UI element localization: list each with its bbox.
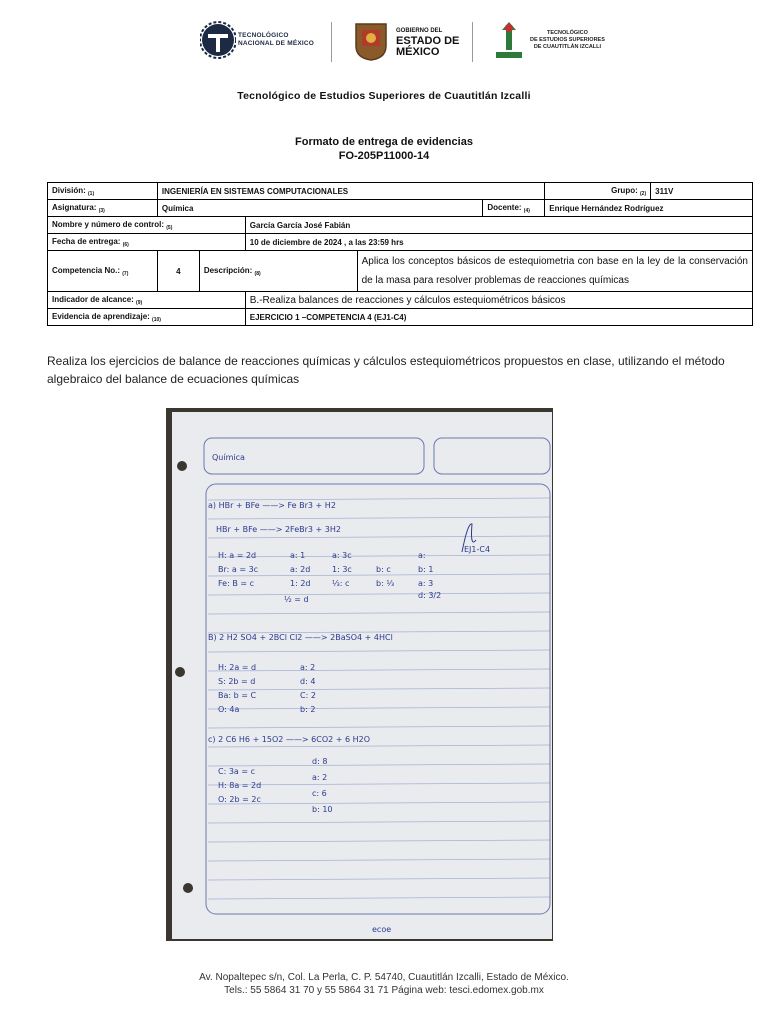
svg-text:1: 3c: 1: 3c <box>332 565 352 574</box>
svg-text:b: 10: b: 10 <box>312 805 333 814</box>
form-row-control <box>48 217 753 234</box>
svg-text:d: 4: d: 4 <box>300 677 316 686</box>
asignatura-label-cell: Asignatura: $_{(3)}$ <box>48 200 158 217</box>
svg-text:a: 1: a: 1 <box>290 551 306 560</box>
form-row-evidencia <box>48 309 753 326</box>
header-logos <box>200 18 620 68</box>
svg-text:a: 3: a: 3 <box>418 579 434 588</box>
tecnm-logo <box>200 18 320 64</box>
fecha-value: 10 de diciembre de 2024 , a las 23:59 hrs <box>245 234 752 251</box>
gob-line2: ESTADO DE MÉXICO <box>396 35 460 58</box>
exercise-a-equation: HBr + BFe ——> 2FeBr3 + 3H2 <box>216 525 341 534</box>
svg-text:S: 2b = d: S: 2b = d <box>218 677 256 686</box>
grupo-value: 311V <box>651 183 753 200</box>
svg-text:½ = d: ½ = d <box>284 595 309 604</box>
format-title: Formato de entrega de evidencias <box>295 136 473 148</box>
svg-text:O: 2b = 2c: O: 2b = 2c <box>218 795 261 804</box>
form-row-asignatura <box>48 200 753 217</box>
control-label-cell: Nombre y número de control: $_{(5)}$ <box>48 217 246 234</box>
form-row-fecha <box>48 234 753 251</box>
notebook-page <box>172 412 552 939</box>
evidencia-value: EJERCICIO 1 –COMPETENCIA 4 (EJ1-C4) <box>245 309 752 326</box>
svg-text:H: a = 2d: H: a = 2d <box>218 551 257 560</box>
evidencia-label-cell: Evidencia de aprendizaje: $_{(10)}$ <box>48 309 246 326</box>
svg-text:C: 2: C: 2 <box>300 691 316 700</box>
form-row-competencia <box>48 251 753 292</box>
competencia-label-cell: Competencia No.: $_{(7)}$ <box>48 251 158 292</box>
notebook-photo <box>166 408 553 941</box>
descripcion-value: Aplica los conceptos básicos de estequiometria con base en la ley de la conservación de la masa para resolver problemas de reacciones químicas <box>357 251 752 292</box>
svg-text:a:: a: <box>418 551 426 560</box>
division-value: INGENIERÍA EN SISTEMAS COMPUTACIONALES <box>157 183 544 200</box>
form-row-division <box>48 183 753 200</box>
svg-text:b: 2: b: 2 <box>300 705 316 714</box>
svg-text:b: ⅓: b: ⅓ <box>376 579 395 588</box>
svg-text:a: 2: a: 2 <box>300 663 316 672</box>
logo-separator <box>472 22 473 62</box>
division-label-cell: División: $_{(1)}$ <box>48 183 158 200</box>
exercise-a-workings <box>218 551 441 604</box>
svg-text:b: c: b: c <box>376 565 391 574</box>
svg-text:a: 2: a: 2 <box>312 773 328 782</box>
tesci-logo <box>492 18 622 68</box>
descripcion-label-cell: Descripción: $_{(8)}$ <box>199 251 357 292</box>
signature-mark: EJ1-C4 <box>464 545 491 554</box>
indicador-label-cell: Indicador de alcance: $_{(9)}$ <box>48 292 246 309</box>
svg-text:d: 8: d: 8 <box>312 757 328 766</box>
svg-text:1: 2d: 1: 2d <box>290 579 311 588</box>
footer-address: Av. Nopaltepec s/n, Col. La Perla, C. P. 54740, Cuautitlán Izcalli, Estado de México. <box>199 972 569 983</box>
asignatura-value: Química <box>157 200 482 217</box>
control-value: García García José Fabián <box>245 217 752 234</box>
fecha-label-cell: Fecha de entrega: $_{(6)}$ <box>48 234 246 251</box>
svg-text:a: 3c: a: 3c <box>332 551 352 560</box>
svg-text:d: 3/2: d: 3/2 <box>418 591 442 600</box>
svg-text:H: 8a = 2d: H: 8a = 2d <box>218 781 262 790</box>
tesci-text: TECNOLÓGICO DE ESTUDIOS SUPERIORES DE CUAUTITLÁN IZCALLI <box>530 30 605 50</box>
exercise-a-title: a) HBr + BFe ——> Fe Br3 + H2 <box>208 501 336 510</box>
subject-handwriting: Química <box>212 453 245 462</box>
svg-text:O: 4a: O: 4a <box>218 705 240 714</box>
svg-text:⅓: c: ⅓: c <box>332 579 350 588</box>
exercise-c-title: c) 2 C6 H6 + 15O2 ——> 6CO2 + 6 H2O <box>208 735 371 744</box>
competencia-value: 4 <box>157 251 199 292</box>
docente-value: Enrique Hernández Rodríguez <box>545 200 753 217</box>
footer-contact: Tels.: 55 5864 31 70 y 55 5864 31 71 Página web: tesci.edomex.gob.mx <box>224 985 544 996</box>
gobierno-logo <box>350 18 460 64</box>
indicador-value: B.-Realiza balances de reacciones y cálculos estequiométricos básicos <box>245 292 752 309</box>
notebook-brand: ecoe <box>372 925 392 934</box>
grupo-label-cell: Grupo: $_{(2)}$ <box>545 183 651 200</box>
svg-text:H: 2a = d: H: 2a = d <box>218 663 257 672</box>
format-code: FO-205P11000-14 <box>338 150 430 162</box>
instructions-text: Realiza los ejercicios de balance de reacciones químicas y cálculos estequiométricos propuestos en clase, utilizando el método algebraico del balance de ecuaciones químicas <box>47 354 725 386</box>
svg-text:Ba: b = C: Ba: b = C <box>218 691 257 700</box>
tecnm-emblem-icon <box>200 20 236 60</box>
gob-line1: GOBIERNO DEL <box>396 28 443 34</box>
form-row-indicador <box>48 292 753 309</box>
svg-text:C: 3a = c: C: 3a = c <box>218 767 256 776</box>
svg-text:Br: a = 3c: Br: a = 3c <box>218 565 259 574</box>
tesci-emblem-icon <box>492 20 526 64</box>
docente-label-cell: Docente: $_{(4)}$ <box>483 200 545 217</box>
svg-text:b: 1: b: 1 <box>418 565 434 574</box>
svg-text:a: 2d: a: 2d <box>290 565 311 574</box>
exercise-b-title: B) 2 H2 SO4 + 2BCl Cl2 ——> 2BaSO4 + 4HCl <box>208 633 393 642</box>
state-shield-icon <box>352 20 390 62</box>
tecnm-text: TECNOLÓGICO NACIONAL DE MÉXICO <box>238 32 315 47</box>
evidence-form-table <box>47 182 753 326</box>
institution-name: Tecnológico de Estudios Superiores de Cuautitlán Izcalli <box>237 90 531 102</box>
notebook-drawing <box>172 412 552 939</box>
svg-text:Fe: B = c: Fe: B = c <box>218 579 254 588</box>
svg-text:c: 6: c: 6 <box>312 789 327 798</box>
logo-separator <box>331 22 332 62</box>
